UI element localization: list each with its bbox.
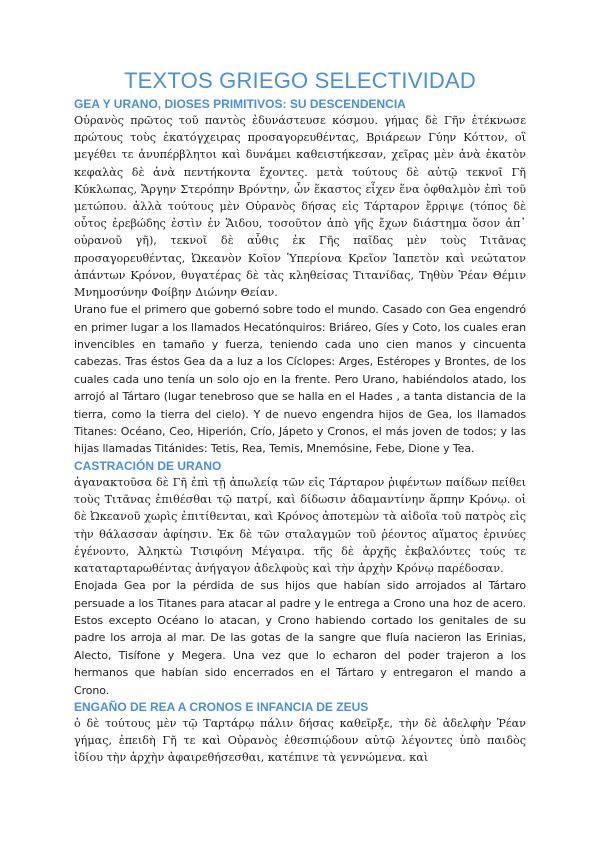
section-heading: GEA Y URANO, DIOSES PRIMITIVOS: SU DESCENDENCIA [74,97,406,111]
section-castracion [74,458,526,699]
greek-text: Οὐρανὸς πρῶτος τοῦ παντὸς ἐδυνάστευσε κόσμου. γήμας δὲ Γῆν ἐτέκνωσε πρώτους τοὺς ἑκατόγχειρας προσαγορευθέντας, Βριάρεων Γύην Κόττον, οἳ μεγέθει τε ἀνυπέρβλητοι καὶ δυνάμει καθειστήκεσαν, χεῖρας μὲν ἀνὰ ἑκατὸν κεφαλὰς δὲ ἀνὰ πεντήκοντα ἔχοντες. μετὰ τούτους δὲ αὐτῷ τεκνοῖ Γῆ Κύκλωπας, Ἄργην Στερόπην Βρόντην, ὧν ἕκαστος εἶχεν ἕνα ὀφθαλμὸν ἐπὶ τοῦ μετώπου. ἀλλὰ τούτους μὲν Οὐρανὸς δήσας εἰς Τάρταρον ἔρριψε (τόπος δὲ οὗτος ἐρεβώδης ἐστὶν ἐν Ἅιδου, τοσοῦτον ἀπὸ γῆς ἔχων διάστημα ὅσον ἀπ᾽ οὐρανοῦ γῆ), τεκνοῖ δὲ αὖθις ἐκ Γῆς παῖδας μὲν τοὺς Τιτᾶνας προσαγορευθέντας, Ὠκεανὸν Κοῖον Ὑπερίονα Κρεῖον Ἰαπετὸν καὶ νεώτατον ἁπάντων Κρόνον, θυγατέρας δὲ τὰς κληθείσας Τιτανίδας, Τηθὺν Ῥέαν Θέμιν Μνημοσύνην Φοίβην Διώνην Θείαν. [74,114,526,300]
document-title: TEXTOS GRIEGO SELECTIVIDAD [124,68,476,93]
spanish-translation: Enojada Gea por la pérdida de sus hijos que habían sido arrojados al Tártaro persuade a los Titanes para atacar al padre y le entrega a Crono una hoz de acero. Estos excepto Océano lo atacan, y Crono habiendo cortado los genitales de su padre los arroja al mar. De las gotas de la sangre que fluía nacieron las Erinias, Alecto, Tisífone y Megera. Una vez que lo echaron del poder trajeron a los hermanos que habían sido encerrados en el Tártaro y entregaron el mando a Crono. [74,579,526,697]
section-heading: CASTRACIÓN DE URANO [74,458,222,473]
section-engano-rea [74,699,526,767]
document-page [74,68,526,767]
section-heading: ENGAÑO DE REA A CRONOS E INFANCIA DE ZEUS [74,699,369,714]
section-gea-urano [74,96,526,458]
greek-text: ἀγανακτοῦσα δὲ Γῆ ἐπὶ τῇ ἀπωλείᾳ τῶν εἰς Τάρταρον ῥιφέντων παίδων πείθει τοὺς Τιτᾶνας ἐπιθέσθαι τῷ πατρί, καὶ δίδωσιν ἀδαμαντίνην ἅρπην Κρόνῳ. οἱ δὲ Ὠκεανοῦ χωρὶς ἐπιτίθενται, καὶ Κρόνος ἀποτεμὼν τὰ αἰδοῖα τοῦ πατρὸς εἰς τὴν θάλασσαν ἀφίησιν. Ἐκ δὲ τῶν σταλαγμῶν τοῦ ῥέοντος αἵματος ἐρινύες ἐγένοντο, Ἀληκτὼ Τισιφόνη Μέγαιρα. τῆς δὲ ἀρχῆς ἐκβαλόντες τούς τε καταταρταρωθέντας ἀνήγαγον ἀδελφοὺς καὶ τὴν ἀρχὴν Κρόνῳ παρέδοσαν. [74,475,526,575]
spanish-translation: Urano fue el primero que gobernó sobre todo el mundo. Casado con Gea engendró en primer lugar a los llamados Hecatónquiros: Briáreo, Gíes y Coto, los cuales eran invencibles en tamaño y fuerza, teniendo cada uno cien manos y cincuenta cabezas. Tras éstos Gea da a luz a los Cíclopes: Arges, Estéropes y Brontes, de los cuales cada uno tenía un solo ojo en la frente. Pero Urano, habiéndolos atado, los arrojó al Tártaro (lugar tenebroso que se halla en el Hades , a tanta distancia de la tierra, como la tierra del cielo). Y de nuevo engendra hijos de Gea, los llamados Titanes: Océano, Ceo, Hiperión, Crío, Jápeto y Cronos, el más joven de todos; y las hijas llamadas Titánides: Tetis, Rea, Temis, Mnemósine, Febe, Dione y Tea. [74,303,526,456]
greek-text: ὁ δὲ τούτους μὲν τῷ Ταρτάρῳ πάλιν δήσας καθεῖρξε, τὴν δὲ ἀδελφὴν Ῥέαν γήμας, ἐπειδὴ Γῆ τε καὶ Οὐρανὸς ἐθεσπιῴδουν αὐτῷ λέγοντες ὑπὸ παιδὸς ἰδίου τὴν ἀρχὴν ἀφαιρεθήσεσθαι, κατέπινε τὰ γεννώμενα. καὶ [74,716,526,765]
